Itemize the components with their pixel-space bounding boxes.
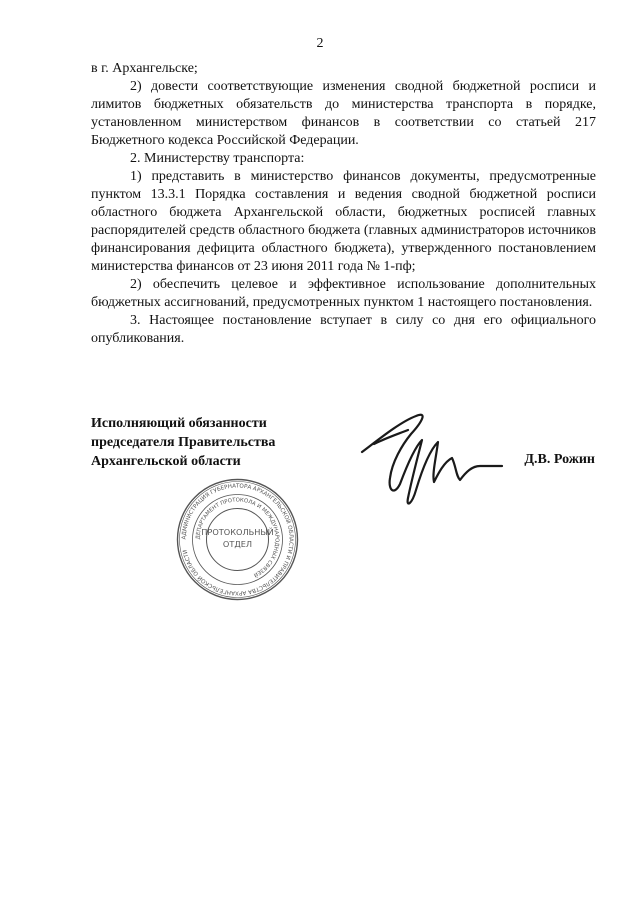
- paragraph-3: 3. Настоящее постановление вступает в силу со дня его официального опубликования.: [91, 313, 596, 346]
- paragraph-continuation: в г. Архангельске;: [91, 61, 198, 76]
- stamp-outer-text: АДМИНИСТРАЦИЯ ГУБЕРНАТОРА АРХАНГЕЛЬСКОЙ ОБЛАСТИ И ПРАВИТЕЛЬСТВА АРХАНГЕЛЬСКОЙ ОБЛАСТИ: [181, 483, 294, 596]
- stamp-inner-text: ДЕПАРТАМЕНТ ПРОТОКОЛА И МЕЖДУНАРОДНЫХ СВЯЗЕЙ: [195, 497, 280, 578]
- page-number: 2: [316, 36, 324, 51]
- stamp-center-line: ОТДЕЛ: [222, 539, 253, 549]
- handwritten-signature: [356, 400, 506, 515]
- document-body: [91, 60, 596, 348]
- paragraph-2-heading: 2. Министерству транспорта:: [130, 151, 305, 166]
- paragraph-2-1: 1) представить в министерство финансов документы, предусмотренные пунктом 13.3.1 Порядка составления и ведения сводной бюджетной росписи областного бюджета Архангельской области, бюджетных росписей главных распорядителей средств областного бюджета (главных администраторов источников финансирования дефицита областного бюджета), утвержденного постановлением министерства финансов от 23 июня 2011 года № 1-пф;: [91, 169, 596, 274]
- paragraph-2-2: 2) обеспечить целевое и эффективное использование дополнительных бюджетных ассигнований, предусмотренных пунктом 1 настоящего постановления.: [91, 277, 596, 310]
- signatory-title-line: председателя Правительства: [91, 435, 276, 450]
- signatory-title-line: Исполняющий обязанности: [91, 416, 267, 431]
- signatory-name: Д.В. Рожин: [524, 452, 595, 467]
- signatory-title-line: Архангельской области: [91, 454, 241, 469]
- official-stamp: [175, 477, 300, 602]
- paragraph-1-2: 2) довести соответствующие изменения сводной бюджетной росписи и лимитов бюджетных обязательств до министерства транспорта в порядке, установленном министерством финансов в соответствии со статьей 217 Бюджетного кодекса Российской Федерации.: [91, 79, 596, 148]
- stamp-center-line: ПРОТОКОЛЬНЫЙ: [201, 527, 274, 537]
- signatory-title: [91, 414, 275, 471]
